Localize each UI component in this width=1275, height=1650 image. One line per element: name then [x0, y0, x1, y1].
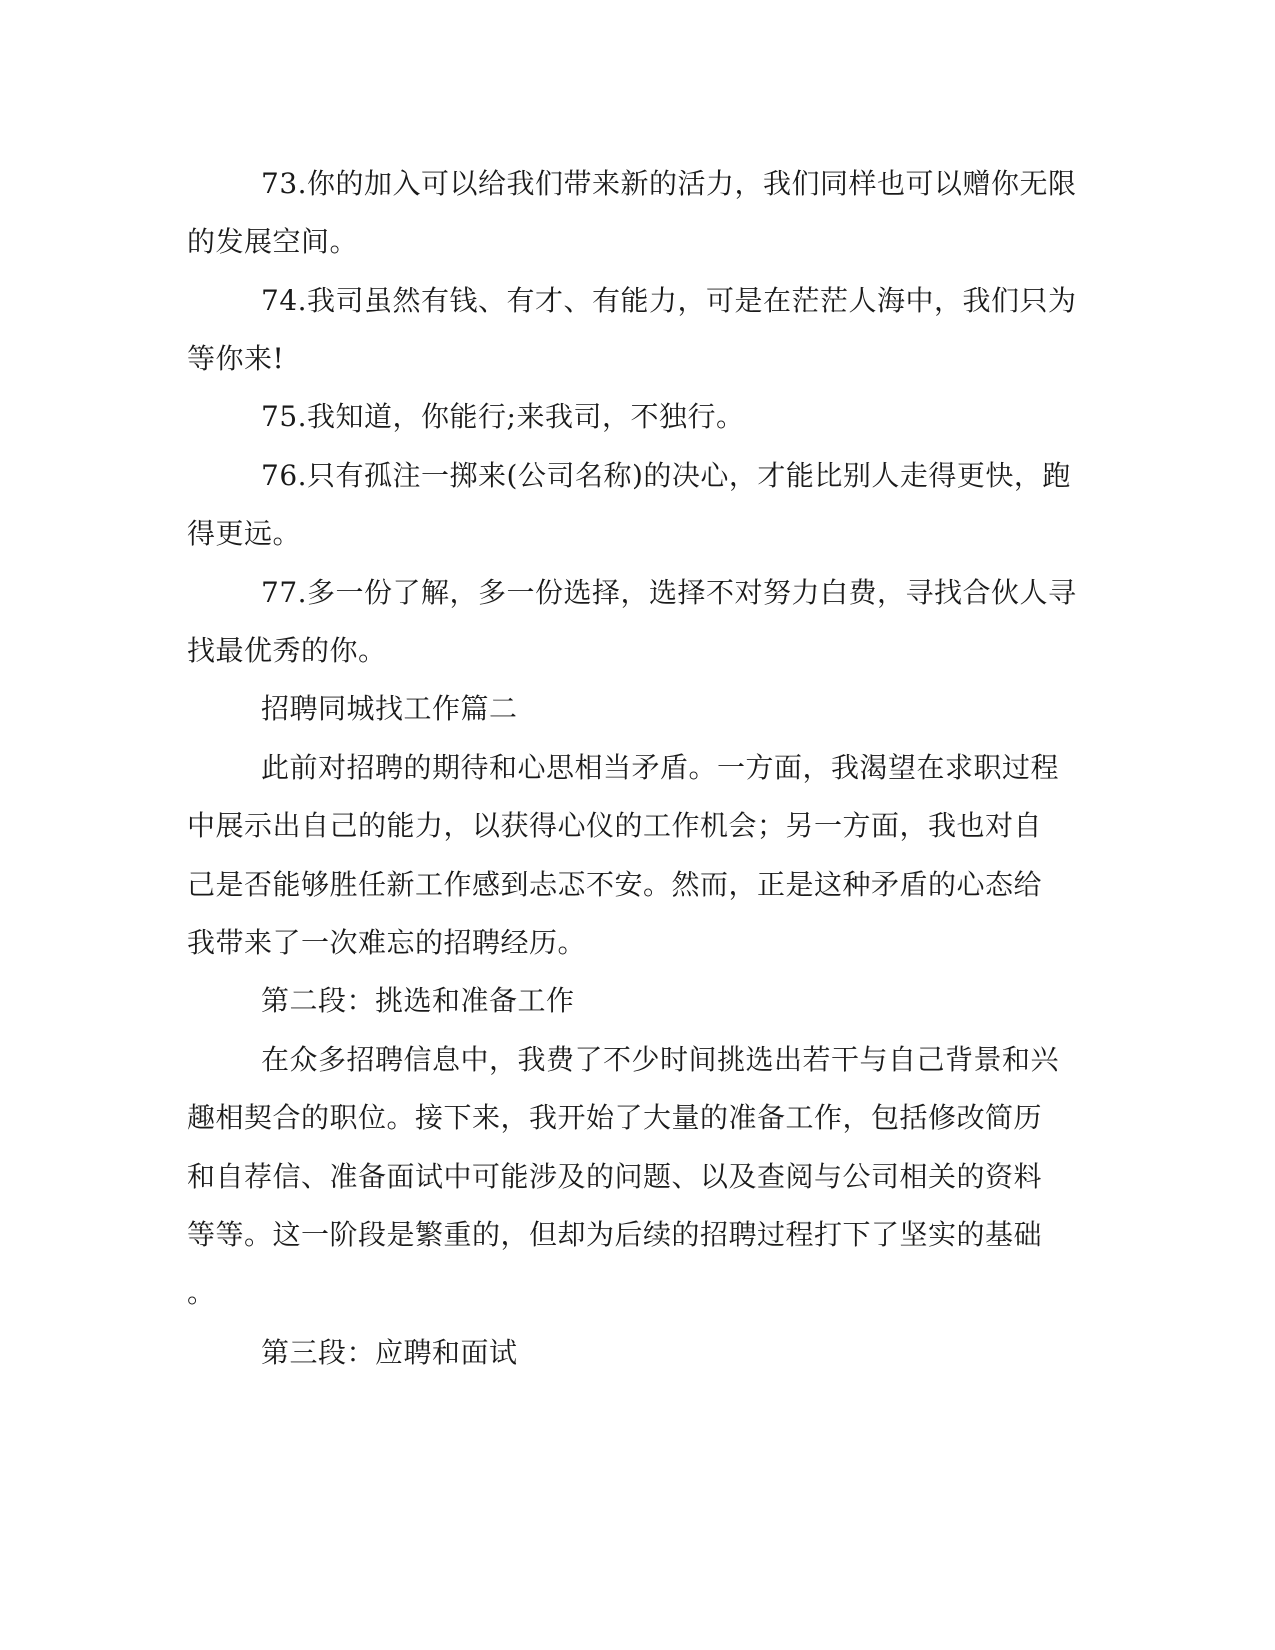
- text-line: 75.我知道，你能行;来我司，不独行。: [261, 400, 745, 433]
- section-heading: 第三段：应聘和面试: [261, 1336, 518, 1369]
- section-heading: 招聘同城找工作篇二: [261, 692, 518, 725]
- text-line: 找最优秀的你。: [187, 634, 387, 667]
- text-line: 趣相契合的职位。接下来，我开始了大量的准备工作，包括修改简历: [187, 1101, 1043, 1134]
- text-line: 得更远。: [187, 517, 302, 550]
- text-line: 73.你的加入可以给我们带来新的活力，我们同样也可以赠你无限: [261, 167, 1077, 200]
- text-line: 76.只有孤注一掷来(公司名称)的决心，才能比别人走得更快，跑: [261, 459, 1071, 492]
- text-line: 我带来了一次难忘的招聘经历。: [187, 926, 587, 959]
- text-line: 在众多招聘信息中，我费了不少时间挑选出若干与自己背景和兴: [261, 1043, 1060, 1076]
- text-line: 等等。这一阶段是繁重的，但却为后续的招聘过程打下了坚实的基础: [187, 1218, 1043, 1251]
- text-line: 中展示出自己的能力，以获得心仪的工作机会；另一方面，我也对自: [187, 809, 1043, 842]
- section-heading: 第二段：挑选和准备工作: [261, 984, 575, 1017]
- text-line: 74.我司虽然有钱、有才、有能力，可是在茫茫人海中，我们只为: [261, 284, 1077, 317]
- text-line: 和自荐信、准备面试中可能涉及的问题、以及查阅与公司相关的资料: [187, 1160, 1043, 1193]
- text-line: 此前对招聘的期待和心思相当矛盾。一方面，我渴望在求职过程: [261, 751, 1060, 784]
- text-line: 。: [187, 1276, 216, 1309]
- text-line: 己是否能够胜任新工作感到忐忑不安。然而，正是这种矛盾的心态给: [187, 868, 1043, 901]
- text-line: 等你来!: [187, 342, 285, 375]
- text-line: 77.多一份了解，多一份选择，选择不对努力白费，寻找合伙人寻: [261, 576, 1077, 609]
- text-line: 的发展空间。: [187, 225, 359, 258]
